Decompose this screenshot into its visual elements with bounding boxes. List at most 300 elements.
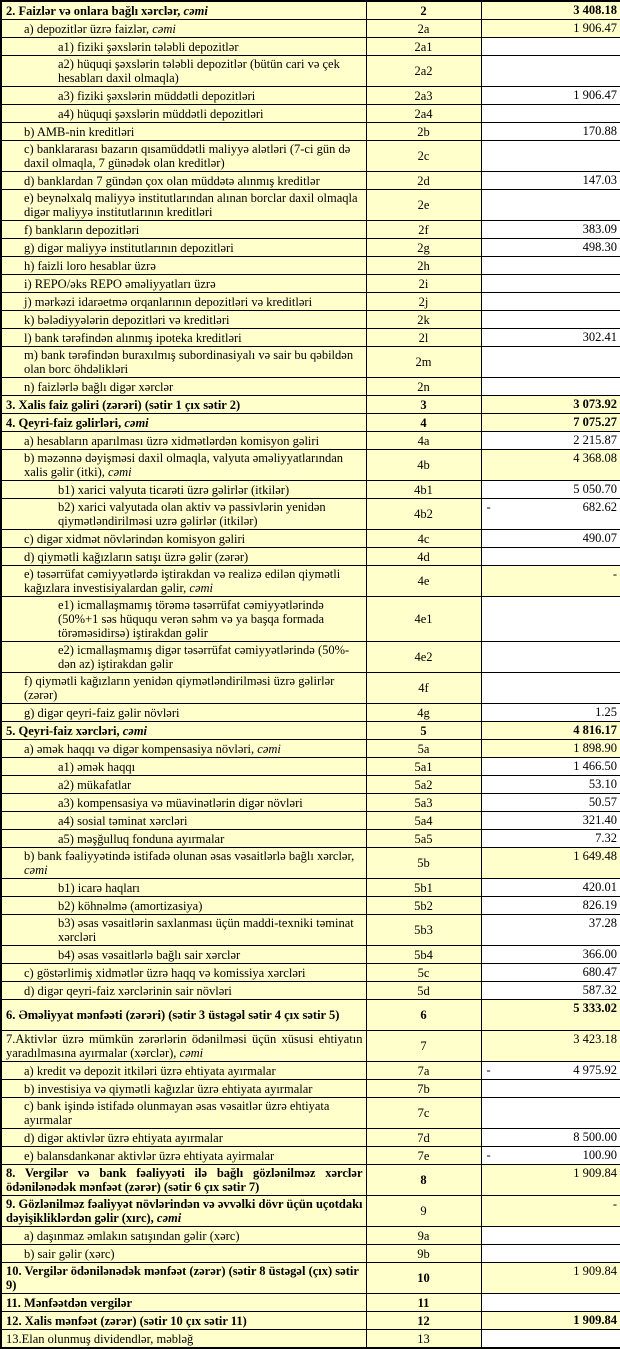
table-row [1, 414, 620, 432]
row-code-cell: 5b2 [366, 897, 481, 915]
row-value-cell [481, 123, 620, 141]
row-value-cell [481, 87, 620, 105]
row-label: 4. Qeyri-faiz gəlirləri, [6, 415, 125, 430]
row-code-cell: 2b [366, 123, 481, 141]
row-value-wrap [485, 849, 618, 863]
row-label-cell [1, 1312, 366, 1330]
row-value-cell [481, 105, 620, 123]
row-label-cell [1, 812, 366, 830]
row-value: 100.90 [582, 1148, 617, 1162]
row-value-cell [481, 311, 620, 329]
row-label-italic-suffix: cəmi [183, 3, 208, 18]
row-code-cell: 4a [366, 432, 481, 450]
row-value-wrap [485, 723, 618, 737]
row-label-cell [1, 794, 366, 812]
row-value-cell [481, 1098, 620, 1129]
row-value: 3 408.18 [573, 3, 617, 17]
row-label-cell [1, 275, 366, 293]
row-value-wrap [485, 124, 618, 138]
row-value-wrap [485, 482, 618, 496]
table-row [1, 450, 620, 481]
row-label: a4) hüquqi şəxslərin müddətli depozitləri [58, 106, 264, 121]
table-row [1, 38, 620, 56]
row-value-wrap [485, 1063, 618, 1077]
row-label-cell [1, 946, 366, 964]
row-value: 498.30 [582, 240, 617, 254]
table-row [1, 396, 620, 414]
negative-sign: - [486, 1148, 491, 1162]
row-value: 1 909.84 [573, 1166, 617, 1180]
row-value: 3 423.18 [573, 1032, 617, 1046]
table-row [1, 566, 620, 597]
row-label: a3) fiziki şəxslərin müddətli depozitləri [58, 88, 256, 103]
row-label: a2) hüquqi şəxslərin tələbli depozitlər (bütün cari və çek hesabları daxil olmaqla) [58, 57, 340, 85]
row-label: a3) kompensasiya və müavinətlərin digər növləri [58, 795, 303, 810]
row-code-cell: 5b4 [366, 946, 481, 964]
row-label-cell [1, 172, 366, 190]
row-value: 147.03 [582, 173, 617, 187]
row-value-cell [481, 642, 620, 673]
row-value-wrap [485, 21, 618, 35]
row-value: 1 909.84 [573, 1264, 617, 1278]
row-value-cell [481, 812, 620, 830]
row-label: c) banklararası bazarın qısamüddətli maliyyə alətləri (7-ci gün də daxil olmaqla, 7 günədək olan kreditlər) [24, 142, 351, 170]
row-value-wrap [485, 1001, 618, 1015]
row-value-cell [481, 38, 620, 56]
row-value: 1 906.47 [573, 21, 617, 35]
row-label-cell [1, 982, 366, 1000]
table-row [1, 20, 620, 38]
row-value-cell [481, 548, 620, 566]
row-value-cell [481, 481, 620, 499]
row-label: c) bank işində istifadə olunmayan əsas vəsaitlər üzrə ehtiyata ayırmalar [24, 1099, 330, 1127]
row-label: 6. Əməliyyat mənfəəti (zərəri) (sətir 3 üstəgəl sətir 4 çıx sətir 5) [6, 1008, 340, 1022]
row-value: 680.47 [582, 965, 617, 979]
row-code-cell: 4e [366, 566, 481, 597]
row-label: 2. Faizlər və onlara bağlı xərclər, [6, 3, 184, 18]
row-value-wrap [485, 741, 618, 755]
row-label-cell [1, 1000, 366, 1031]
row-value-cell [481, 141, 620, 172]
table-row [1, 311, 620, 329]
row-value: 1 466.50 [573, 759, 617, 773]
row-value: 490.07 [582, 531, 617, 545]
row-value-cell [481, 1330, 620, 1349]
row-label-cell [1, 1165, 366, 1196]
row-label-cell [1, 897, 366, 915]
row-value-wrap [485, 880, 618, 894]
table-row [1, 1, 620, 20]
row-label-cell [1, 141, 366, 172]
row-label: d) digər aktivlər üzrə ehtiyata ayırmalar [24, 1130, 223, 1145]
row-label: b2) köhnəlmə (amortizasiya) [58, 898, 203, 913]
row-code-cell: 2k [366, 311, 481, 329]
row-label-cell [1, 548, 366, 566]
row-label: 10. Vergilər ödənilənədək mənfəət (zərər) (sətir 8 üstəgəl (çıx) sətir 9) [6, 1264, 359, 1292]
row-value: 321.40 [582, 813, 617, 827]
table-row [1, 239, 620, 257]
row-label-cell [1, 597, 366, 642]
table-row [1, 1294, 620, 1312]
row-value-wrap [485, 1197, 618, 1211]
row-value-cell [481, 1000, 620, 1031]
table-row [1, 1062, 620, 1080]
table-row [1, 879, 620, 897]
row-label-cell [1, 311, 366, 329]
row-code-cell: 2c [366, 141, 481, 172]
row-label-cell [1, 1245, 366, 1263]
row-value-wrap [485, 451, 618, 465]
row-code-cell: 4 [366, 414, 481, 432]
row-label: a) daşınmaz əmlakın satışından gəlir (xərc) [24, 1228, 240, 1243]
row-value-cell [481, 964, 620, 982]
row-value-wrap [485, 173, 618, 187]
row-label-cell [1, 432, 366, 450]
row-value-cell [481, 673, 620, 704]
row-label-italic-suffix: cəmi [152, 21, 176, 36]
row-code-cell: 4f [366, 673, 481, 704]
row-value-cell [481, 499, 620, 530]
row-label-cell [1, 1, 366, 20]
table-row [1, 293, 620, 311]
row-label: e1) icmallaşmamış törəmə təsərrüfat cəmiyyətlərində (50%+1 səs hüququ verən səhm və ya başqa formada törəməsidirsə) iştirakdan gəlir [58, 598, 324, 640]
table-row [1, 87, 620, 105]
row-label: b) AMB-nin kreditləri [24, 124, 135, 139]
table-row [1, 848, 620, 879]
row-label: g) digər qeyri-faiz gəlir növləri [24, 705, 180, 720]
row-label-italic-suffix: cəmi [189, 581, 214, 595]
row-label-italic-suffix: cəmi [156, 1211, 182, 1225]
row-code-cell: 13 [366, 1330, 481, 1349]
row-label: a5) məşğulluq fonduna ayırmalar [58, 831, 225, 846]
row-value-cell [481, 946, 620, 964]
row-label-italic-suffix: cəmi [257, 741, 281, 756]
row-value-wrap [485, 415, 618, 429]
table-row [1, 1098, 620, 1129]
row-label-cell [1, 257, 366, 275]
row-value-cell [481, 239, 620, 257]
row-label: 8. Vergilər və bank fəaliyyəti ilə bağlı gözlənilməz xərclər ödənilənədək mənfəət (zərər) (sətir 6 çıx sətir 7) [6, 1166, 363, 1194]
row-value-cell [481, 1129, 620, 1147]
row-label: c) göstərlimiş xidmətlər üzrə haqq və komissiya xərcləri [24, 965, 306, 980]
row-value-cell [481, 293, 620, 311]
row-value: 1 649.48 [573, 849, 617, 863]
row-label-cell [1, 293, 366, 311]
row-code-cell: 2m [366, 347, 481, 378]
row-code-cell: 4e2 [366, 642, 481, 673]
table-row [1, 1245, 620, 1263]
row-label-italic-suffix: cəmi [122, 723, 148, 738]
row-code-cell: 2h [366, 257, 481, 275]
row-value: 826.19 [582, 898, 617, 912]
row-label: a) depozitlər üzrə faizlər, [24, 21, 153, 36]
row-label: b) sair gəlir (xərc) [24, 1246, 115, 1261]
row-value-cell [481, 56, 620, 87]
row-label-italic-suffix: cəmi [24, 863, 48, 877]
table-row [1, 141, 620, 172]
row-label-cell [1, 879, 366, 897]
row-code-cell: 5 [366, 722, 481, 740]
row-label-cell [1, 105, 366, 123]
row-code-cell: 9a [366, 1227, 481, 1245]
row-value-wrap [485, 795, 618, 809]
row-value-cell [481, 1147, 620, 1165]
row-label-cell [1, 566, 366, 597]
table-row [1, 1196, 620, 1227]
row-label-cell [1, 740, 366, 758]
row-value: 8 500.00 [573, 1130, 617, 1144]
table-row [1, 673, 620, 704]
row-value-cell [481, 1196, 620, 1227]
table-row [1, 758, 620, 776]
table-row [1, 982, 620, 1000]
table-row [1, 1129, 620, 1147]
row-value-cell [481, 848, 620, 879]
row-label: l) bank tərəfindən alınmış ipoteka kreditləri [24, 330, 242, 345]
row-value-cell [481, 1080, 620, 1098]
row-value-cell [481, 758, 620, 776]
row-value-cell [481, 1165, 620, 1196]
row-value: 383.09 [582, 222, 617, 236]
row-code-cell: 5a [366, 740, 481, 758]
table-row [1, 432, 620, 450]
row-label: 12. Xalis mənfəət (zərər) (sətir 10 çıx sətir 11) [6, 1313, 247, 1328]
row-code-cell: 2 [366, 1, 481, 20]
row-value: 302.41 [582, 330, 617, 344]
row-label: h) faizli loro hesablar üzrə [24, 258, 156, 273]
row-code-cell: 8 [366, 1165, 481, 1196]
row-label-cell [1, 20, 366, 38]
row-label: 7.Aktivlər üzrə mümkün zərərlərin ödənilməsi üçün xüsusi ehtiyatın yaradılmasına ayırmalar (xərclər), [6, 1032, 363, 1060]
row-value: 1 906.47 [573, 88, 617, 102]
row-label: a) əmək haqqı və digər kompensasiya növləri, [24, 741, 258, 756]
row-code-cell: 4b2 [366, 499, 481, 530]
row-label: f) qiymətli kağızların yenidən qiymətləndirilməsi üzrə gəlirlər (zərər) [24, 674, 335, 702]
table-row [1, 257, 620, 275]
row-label: b) investisiya və qiymətli kağızlar üzrə ehtiyata ayırmalar [24, 1081, 313, 1096]
row-code-cell: 7c [366, 1098, 481, 1129]
row-code-cell: 5a1 [366, 758, 481, 776]
row-label: c) digər xidmət növlərindən komisyon gəliri [24, 531, 246, 546]
row-label-italic-suffix: cəmi [108, 465, 132, 479]
table-row [1, 740, 620, 758]
row-label-cell [1, 1147, 366, 1165]
table-row [1, 530, 620, 548]
table-row [1, 704, 620, 722]
row-label-cell [1, 123, 366, 141]
row-label-cell [1, 56, 366, 87]
row-value: 50.57 [588, 795, 617, 809]
row-code-cell: 7e [366, 1147, 481, 1165]
row-value-cell [481, 432, 620, 450]
row-value-wrap [485, 1313, 618, 1327]
row-label-cell [1, 1129, 366, 1147]
row-code-cell: 7a [366, 1062, 481, 1080]
row-code-cell: 2j [366, 293, 481, 311]
row-code-cell: 5b3 [366, 915, 481, 946]
row-code-cell: 2e [366, 190, 481, 221]
row-label-cell [1, 1294, 366, 1312]
table-row [1, 105, 620, 123]
row-value-cell [481, 566, 620, 597]
row-label: b) məzənnə dəyişməsi daxil olmaqla, valyuta əməliyyatlarından xalis gəlir (itki), [24, 451, 343, 479]
row-label-cell [1, 1031, 366, 1062]
row-label-cell [1, 1080, 366, 1098]
row-value-cell [481, 329, 620, 347]
row-label-cell [1, 1098, 366, 1129]
table-row [1, 1000, 620, 1031]
row-value-cell [481, 1031, 620, 1062]
row-value-cell [481, 830, 620, 848]
row-code-cell: 4b1 [366, 481, 481, 499]
row-code-cell: 2a1 [366, 38, 481, 56]
table-row [1, 915, 620, 946]
table-row [1, 964, 620, 982]
table-row [1, 123, 620, 141]
table-row [1, 190, 620, 221]
row-value-wrap [485, 500, 618, 514]
row-value-cell [481, 722, 620, 740]
table-row [1, 499, 620, 530]
row-value: 53.10 [588, 777, 617, 791]
table-row [1, 378, 620, 396]
table-row [1, 548, 620, 566]
row-code-cell: 2a2 [366, 56, 481, 87]
row-value-wrap [485, 898, 618, 912]
row-value-cell [481, 1263, 620, 1294]
row-label-cell [1, 1062, 366, 1080]
row-value-cell [481, 776, 620, 794]
negative-sign: - [486, 1063, 491, 1077]
row-value: 7 075.27 [573, 415, 617, 429]
table-row [1, 275, 620, 293]
row-value-cell [481, 897, 620, 915]
row-value: - [612, 567, 617, 581]
row-code-cell: 4b [366, 450, 481, 481]
row-label-cell [1, 1196, 366, 1227]
row-value-cell [481, 915, 620, 946]
row-value-cell [481, 172, 620, 190]
row-label: n) faizlərlə bağlı digər xərclər [24, 379, 174, 394]
row-code-cell: 2i [366, 275, 481, 293]
table-row [1, 1031, 620, 1062]
row-label-cell [1, 758, 366, 776]
row-label: d) banklardan 7 gündən çox olan müddətə alınmış kreditlər [24, 173, 320, 188]
table-row [1, 1312, 620, 1330]
row-label-cell [1, 830, 366, 848]
row-label: m) bank tərəfindən buraxılmış subordinasiyalı və sair bu qəbildən olan borc öhdəlikləri [24, 348, 354, 376]
table-row [1, 776, 620, 794]
row-label-cell [1, 481, 366, 499]
row-code-cell: 5a4 [366, 812, 481, 830]
row-label: d) qiymətli kağızların satışı üzrə gəlir (zərər) [24, 549, 249, 564]
row-value-wrap [485, 1130, 618, 1144]
row-value-wrap [485, 397, 618, 411]
row-value-cell [481, 396, 620, 414]
row-value-cell [481, 740, 620, 758]
row-label: a1) əmək haqqı [58, 759, 136, 774]
row-code-cell: 4c [366, 530, 481, 548]
row-code-cell: 2f [366, 221, 481, 239]
row-label: b1) xarici valyuta ticarəti üzrə gəlirlər (itkilər) [58, 482, 290, 497]
row-value-wrap [485, 330, 618, 344]
row-code-cell: 5a5 [366, 830, 481, 848]
negative-sign: - [486, 500, 491, 514]
row-value-wrap [485, 1166, 618, 1180]
row-code-cell: 2d [366, 172, 481, 190]
table-row [1, 1080, 620, 1098]
row-value: 5 050.70 [573, 482, 617, 496]
row-label: k) bələdiyyələrin depozitləri və kreditləri [24, 312, 230, 327]
row-value-cell [481, 275, 620, 293]
row-value-cell [481, 190, 620, 221]
table-row [1, 1330, 620, 1349]
row-label: a1) fiziki şəxslərin tələbli depozitlər [58, 39, 239, 54]
row-label: 9. Gözlənilməz fəaliyyət növlərindən və əvvəlki dövr üçün uçotdakı dəyişikliklərdən gəlir (xırc), [6, 1197, 363, 1225]
row-value-cell [481, 347, 620, 378]
row-code-cell: 7b [366, 1080, 481, 1098]
row-value: - [612, 1197, 617, 1211]
row-code-cell: 2a3 [366, 87, 481, 105]
row-code-cell: 6 [366, 1000, 481, 1031]
row-value: 1.25 [595, 705, 617, 719]
row-value-wrap [485, 813, 618, 827]
row-label: i) REPO/əks REPO əməliyyatları üzrə [24, 276, 216, 291]
row-value-cell [481, 257, 620, 275]
row-label-cell [1, 347, 366, 378]
row-label: a) kredit və depozit itkiləri üzrə ehtiyata ayırmalar [24, 1063, 276, 1078]
row-value: 587.32 [582, 983, 617, 997]
row-value-wrap [485, 831, 618, 845]
table-row [1, 812, 620, 830]
table-row [1, 481, 620, 499]
row-value: 4 975.92 [573, 1063, 617, 1077]
row-value: 420.01 [582, 880, 617, 894]
row-value: 366.00 [582, 947, 617, 961]
table-row [1, 172, 620, 190]
row-label-cell [1, 450, 366, 481]
row-code-cell: 2g [366, 239, 481, 257]
row-value-cell [481, 1245, 620, 1263]
row-label-cell [1, 396, 366, 414]
row-label: e2) icmallaşmamış digər təsərrüfat cəmiyyətlərində (50%-dən az) iştirakdan gəlir [58, 643, 350, 671]
row-value-wrap [485, 222, 618, 236]
row-code-cell: 5b [366, 848, 481, 879]
row-label-cell [1, 722, 366, 740]
row-label: d) digər qeyri-faiz xərclərinin sair növləri [24, 983, 232, 998]
row-label-italic-suffix: cəmi [124, 415, 149, 430]
row-label: e) beynəlxalq maliyyə institutlarından alınan borclar daxil olmaqla digər maliyyə institutlarının kreditləri [24, 191, 358, 219]
row-label-cell [1, 190, 366, 221]
row-label-cell [1, 673, 366, 704]
table-row [1, 642, 620, 673]
row-label: b) bank fəaliyyətində istifadə olunan əsas vəsaitlərlə bağlı xərclər, [24, 849, 355, 863]
row-label: b4) əsas vəsaitlərlə bağlı sair xərclər [58, 947, 241, 962]
table-row [1, 329, 620, 347]
row-value-cell [481, 597, 620, 642]
report-table-body [1, 1, 620, 1348]
row-value: 4 816.17 [573, 723, 617, 737]
row-value: 1 909.84 [573, 1313, 617, 1327]
row-value: 3 073.92 [573, 397, 617, 411]
row-code-cell: 3 [366, 396, 481, 414]
row-value-cell [481, 20, 620, 38]
row-value-wrap [485, 1148, 618, 1162]
row-value-cell [481, 221, 620, 239]
row-label-cell [1, 915, 366, 946]
row-value-wrap [485, 240, 618, 254]
table-row [1, 597, 620, 642]
